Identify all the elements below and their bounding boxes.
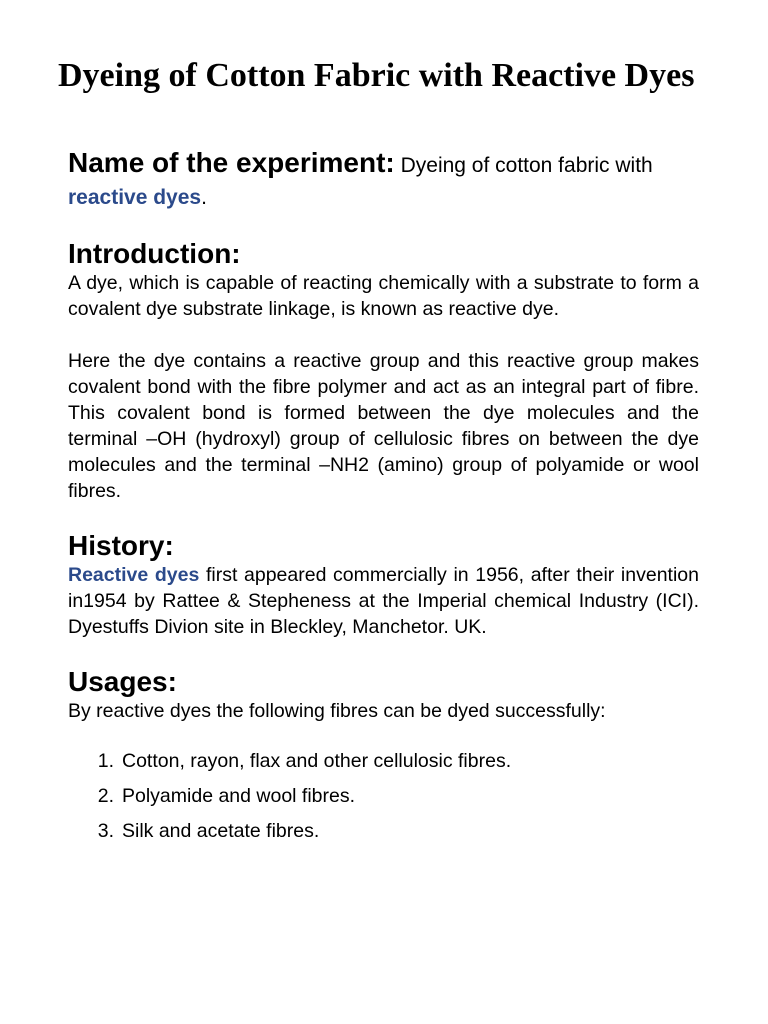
list-item	[68, 783, 699, 809]
introduction-heading: Introduction:	[68, 238, 241, 269]
experiment-text: Dyeing of cotton fabric with	[400, 154, 653, 177]
history-text: first appeared commercially in 1956, after their invention in1954 by Rattee & Stepheness at the Imperial chemical Industry (ICI). Dyestuffs Divion site in Bleckley, Manchetor. UK.	[68, 564, 699, 638]
experiment-line	[68, 147, 699, 214]
document-content	[68, 147, 699, 853]
list-item-text: Cotton, rayon, flax and other cellulosic fibres.	[122, 750, 512, 772]
list-item	[68, 748, 699, 774]
introduction-paragraph-2: Here the dye contains a reactive group and this reactive group makes covalent bond with the fibre polymer and act as an integral part of fibre. This covalent bond is formed between the dye molecules and the terminal –OH (hydroxyl) group of cellulosic fibres on between the dye molecules and the terminal –NH2 (amino) group of polyamide or wool fibres.	[68, 350, 699, 502]
introduction-paragraph-1: A dye, which is capable of reacting chemically with a substrate to form a covalent dye substrate linkage, is known as reactive dye.	[68, 272, 699, 320]
list-item-number: 1.	[97, 750, 114, 772]
usages-heading: Usages:	[68, 666, 177, 697]
usages-list	[68, 748, 699, 844]
usages-intro: By reactive dyes the following fibres can be dyed successfully:	[68, 700, 606, 722]
list-item-number: 3.	[97, 820, 114, 842]
list-item-text: Silk and acetate fibres.	[122, 820, 320, 842]
list-item-text: Polyamide and wool fibres.	[122, 785, 356, 807]
history-reactive-dyes-link[interactable]: Reactive dyes	[68, 564, 200, 586]
document-title: Dyeing of Cotton Fabric with Reactive Dyes	[58, 57, 695, 94]
list-item-number: 2.	[97, 785, 114, 807]
history-paragraph	[68, 562, 699, 640]
experiment-label: Name of the experiment:	[68, 147, 395, 178]
experiment-period: .	[201, 186, 207, 209]
history-heading: History:	[68, 530, 174, 561]
reactive-dyes-link[interactable]: reactive dyes	[68, 186, 202, 209]
list-item	[68, 818, 699, 844]
